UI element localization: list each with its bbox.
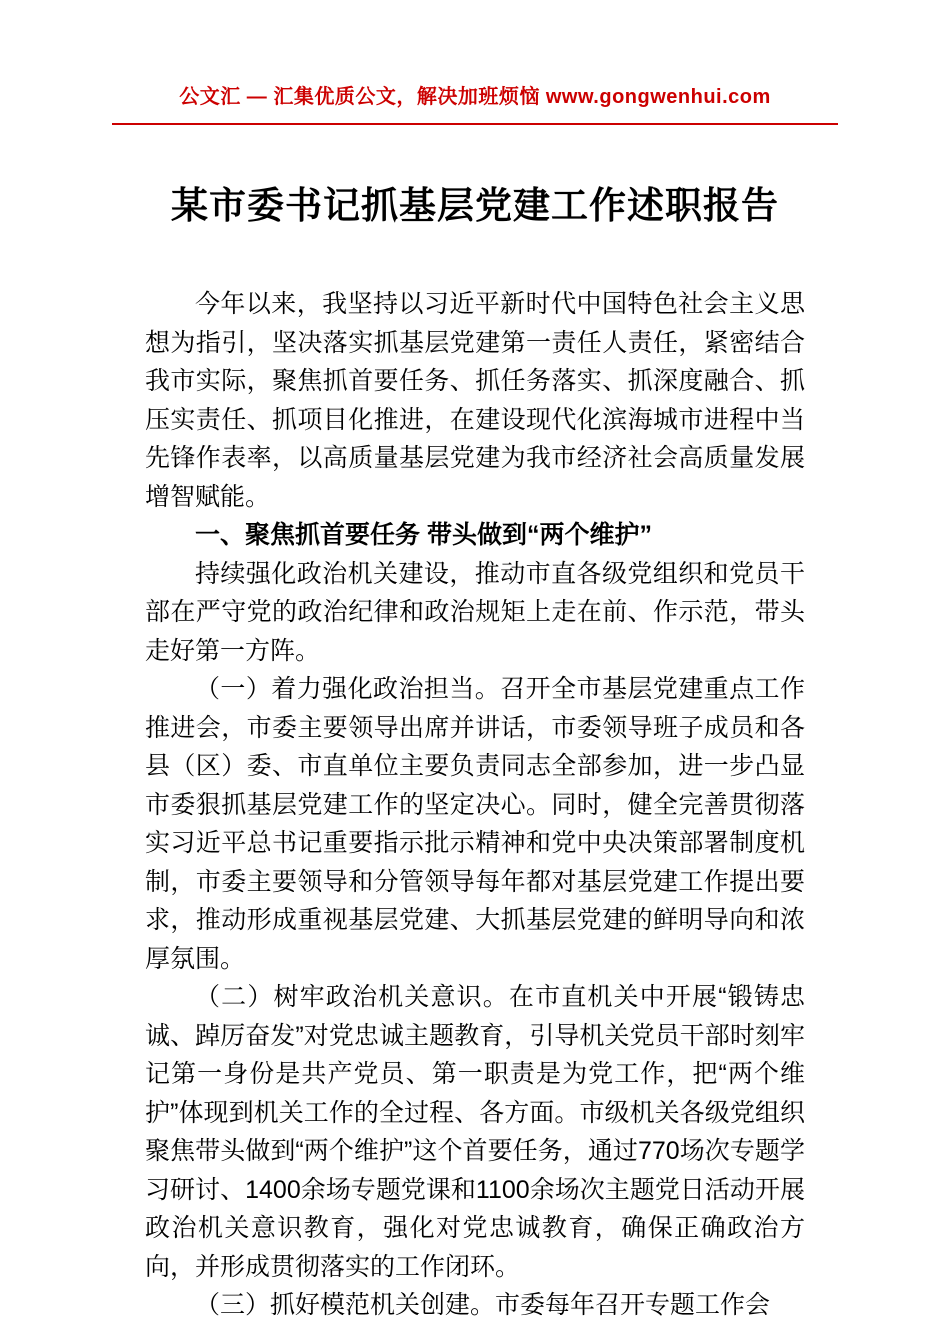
paragraph-item-3: （三）抓好模范机关创建。市委每年召开专题工作会 (195, 1291, 771, 1319)
site-banner-text: 公文汇 — 汇集优质公文，解决加班烦恼 www.gongwenhui.com (179, 86, 771, 108)
paragraph-item-2: （二）树牢政治机关意识。在市直机关中开展“锻铸忠诚、踔厉奋发”对党忠诚主题教育，引导机关党员干部时刻牢记第一身份是共产党员、第一职责是为党工作，把“两个维护”体现到机关工作的全过程、各方面。市级机关各级党组织聚焦带头做到“两个维护”这个首要任务，通过770场次专题学习研讨、1400余场专题党课和1100余场次主题党日活动开展政治机关意识教育，强化对党忠诚教育，确保正确政治方向，并形成贯彻落实的工作闭环。 (145, 983, 805, 1281)
paragraph-section1-lead: 持续强化政治机关建设，推动市直各级党组织和党员干部在严守党的政治纪律和政治规矩上走在前、作示范，带头走好第一方阵。 (145, 559, 805, 665)
section-heading-1: 一、聚焦抓首要任务 带头做到“两个维护” (195, 521, 652, 549)
paragraph-item-1: （一）着力强化政治担当。召开全市基层党建重点工作推进会，市委主要领导出席并讲话，市委领导班子成员和各县（区）委、市直单位主要负责同志全部参加，进一步凸显市委狠抓基层党建工作的坚定决心。同时，健全完善贯彻落实习近平总书记重要指示批示精神和党中央决策部署制度机制，市委主要领导和分管领导每年都对基层党建工作提出要求，推动形成重视基层党建、大抓基层党建的鲜明导向和浓厚氛围。 (145, 675, 805, 973)
paragraph-intro: 今年以来，我坚持以习近平新时代中国特色社会主义思想为指引，坚决落实抓基层党建第一责任人责任，紧密结合我市实际，聚焦抓首要任务、抓任务落实、抓深度融合、抓压实责任、抓项目化推进，在建设现代化滨海城市进程中当先锋作表率，以高质量基层党建为我市经济社会高质量发展增智赋能。 (145, 290, 805, 511)
document-title: 某市委书记抓基层党建工作述职报告 (171, 185, 779, 226)
document-body (145, 285, 805, 1325)
banner-divider (112, 123, 838, 125)
